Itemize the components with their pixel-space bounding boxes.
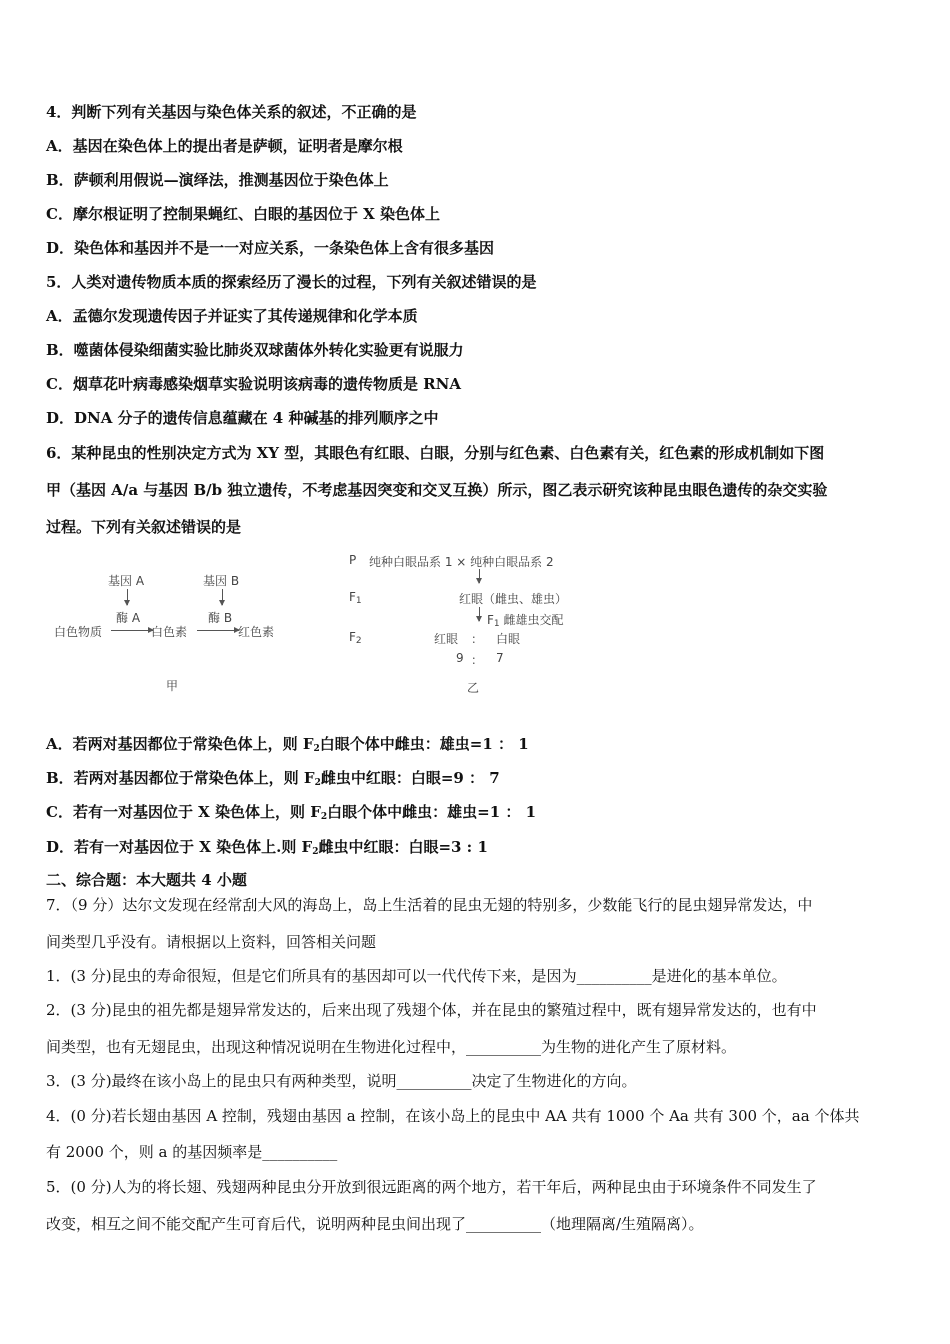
f2-label: $F_2$: [349, 630, 362, 646]
arrow-down-icon: [127, 589, 128, 605]
white-substance-label: 白色物质: [54, 625, 103, 639]
q6-option-a: A．若两对基因都位于常染色体上，则 $F_2$白眼个体中雌虫：雄虫=1 ： 1: [46, 735, 529, 754]
q6-option-b: B．若两对基因都位于常染色体上，则 $F_2$雌虫中红眼：白眼=9 ： 7: [46, 769, 500, 788]
f2-white-eye: 白眼: [496, 632, 521, 646]
q4-stem: 4．判断下列有关基因与染色体关系的叙述，不正确的是: [46, 103, 417, 121]
q6-stem-line2: 甲（基因 A/a 与基因 B/b 独立遗传，不考虑基因突变和交叉互换）所示，图乙表示研究该种昆虫眼色遗传的杂交实验: [46, 481, 828, 499]
arrow-right-icon: [197, 630, 239, 631]
ratio-colon: ：: [471, 632, 484, 646]
q5-option-d: D．DNA 分子的遗传信息蕴藏在 4 种碱基的排列顺序之中: [46, 409, 439, 427]
ratio-nine: 9: [456, 651, 464, 665]
f1-label: $F_1$: [349, 590, 362, 606]
f1-phenotype: 红眼（雌虫、雄虫）: [459, 592, 568, 606]
q5-option-b: B．噬菌体侵染细菌实验比肺炎双球菌体外转化实验更有说服力: [46, 341, 464, 359]
q7-sub1: 1．(3 分)昆虫的寿命很短，但是它们所具有的基因却可以一代代传下来，是因为__________是进化的基本单位。: [46, 967, 787, 985]
section-heading: 二、综合题：本大题共 4 小题: [46, 871, 247, 889]
f2-red-eye: 红眼: [434, 632, 459, 646]
f1-mating-label: $F_1$ 雌雄虫交配: [487, 613, 564, 629]
q4-option-b: B．萨顿利用假说—演绎法，推测基因位于染色体上: [46, 171, 389, 189]
q7-stem-line2: 间类型几乎没有。请根据以上资料，回答相关问题: [46, 933, 377, 951]
figure-yi-caption: 乙: [467, 681, 480, 695]
q5-option-c: C．烟草花叶病毒感染烟草实验说明该病毒的遗传物质是 RNA: [46, 375, 461, 393]
arrow-down-icon: [479, 569, 480, 583]
q7-sub4-line2: 有 2000 个，则 a 的基因频率是__________: [46, 1143, 338, 1161]
arrow-down-icon: [222, 589, 223, 605]
white-pigment-label: 白色素: [151, 625, 188, 639]
red-pigment-label: 红色素: [238, 625, 275, 639]
q4-option-d: D．染色体和基因并不是一一对应关系，一条染色体上含有很多基因: [46, 239, 495, 257]
q6-stem-line3: 过程。下列有关叙述错误的是: [46, 518, 242, 536]
q7-sub5-line1: 5．(0 分)人为的将长翅、残翅两种昆虫分开放到很远距离的两个地方，若干年后，两种昆虫由于环境条件不同发生了: [46, 1178, 817, 1196]
ratio-colon: ：: [471, 653, 484, 667]
ratio-seven: 7: [496, 651, 504, 665]
enzyme-a-label: 酶 A: [116, 611, 141, 625]
arrow-right-icon: [111, 630, 153, 631]
q7-sub5-line2: 改变，相互之间不能交配产生可育后代，说明两种昆虫间出现了__________（地理隔离/生殖隔离）。: [46, 1215, 704, 1233]
q7-sub2-line1: 2．(3 分)昆虫的祖先都是翅异常发达的，后来出现了残翅个体，并在昆虫的繁殖过程中，既有翅异常发达的，也有中: [46, 1001, 817, 1019]
enzyme-b-label: 酶 B: [208, 611, 233, 625]
q7-stem-line1: 7．（9 分）达尔文发现在经常刮大风的海岛上，岛上生活着的昆虫无翅的特别多，少数能飞行的昆虫翅异常发达，中: [46, 896, 813, 914]
figure-jia-caption: 甲: [166, 679, 179, 693]
p-label: P: [349, 553, 357, 567]
q4-option-c: C．摩尔根证明了控制果蝇红、白眼的基因位于 X 染色体上: [46, 205, 441, 223]
q6-option-d: D．若有一对基因位于 X 染色体上.则 $F_2$雌虫中红眼：白眼=3 : 1: [46, 838, 488, 857]
q6-stem-line1: 6．某种昆虫的性别决定方式为 XY 型，其眼色有红眼、白眼，分别与红色素、白色素有关，红色素的形成机制如下图: [46, 444, 825, 462]
q7-sub4-line1: 4．(0 分)若长翅由基因 A 控制，残翅由基因 a 控制，在该小岛上的昆虫中 AA 共有 1000 个 Aa 共有 300 个，aa 个体共: [46, 1107, 860, 1125]
gene-a-label: 基因 A: [108, 574, 145, 588]
q5-stem: 5．人类对遗传物质本质的探索经历了漫长的过程，下列有关叙述错误的是: [46, 273, 537, 291]
parent-cross: 纯种白眼品系 1 × 纯种白眼品系 2: [369, 555, 554, 569]
q6-option-c: C．若有一对基因位于 X 染色体上，则 $F_2$白眼个体中雌虫：雄虫=1 ： 1: [46, 803, 537, 822]
q7-sub3: 3．(3 分)最终在该小岛上的昆虫只有两种类型，说明__________决定了生物进化的方向。: [46, 1072, 637, 1090]
q4-option-a: A．基因在染色体上的提出者是萨顿，证明者是摩尔根: [46, 137, 403, 155]
gene-b-label: 基因 B: [203, 574, 240, 588]
arrow-down-icon: [479, 607, 480, 621]
q7-sub2-line2: 间类型，也有无翅昆虫，出现这种情况说明在生物进化过程中，__________为生物的进化产生了原材料。: [46, 1038, 737, 1056]
q5-option-a: A．孟德尔发现遗传因子并证实了其传递规律和化学本质: [46, 307, 418, 325]
